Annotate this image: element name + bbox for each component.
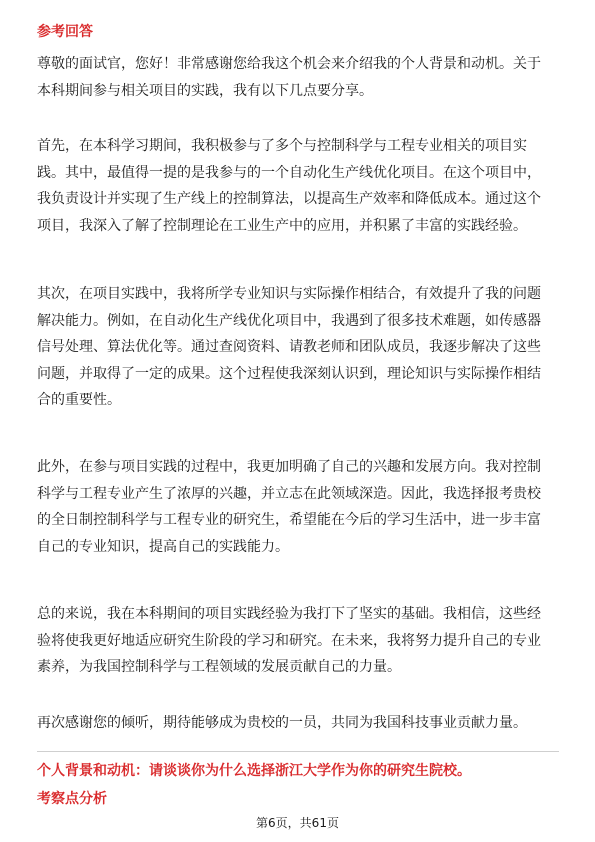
paragraph-summary <box>37 601 561 681</box>
paragraph-line: 我负责设计并实现了生产线上的控制算法，以提高生产效率和降低成本。通过这个 <box>37 191 541 207</box>
paragraph-line: 践。其中，最值得一提的是我参与的一个自动化生产线优化项目。在这个项目中， <box>37 164 541 181</box>
analysis-heading: 考察点分析 <box>37 791 107 807</box>
paragraph-closing <box>37 710 561 737</box>
paragraph-line: 尊敬的面试官，您好！非常感谢您给我这个机会来介绍我的个人背景和动机。关于 <box>37 56 541 72</box>
paragraph-line: 的全日制控制科学与工程专业的研究生，希望能在今后的学习生活中，进一步丰富 <box>37 512 541 528</box>
paragraph-second <box>37 281 561 414</box>
paragraph-line: 本科期间参与相关项目的实践，我有以下几点要分享。 <box>37 82 373 99</box>
paragraph-first <box>37 133 561 239</box>
paragraph-line: 项目，我深入了解了控制理论在工业生产中的应用，并积累了丰富的实践经验。 <box>37 217 527 234</box>
paragraph-line: 合的重要性。 <box>37 392 121 408</box>
paragraph-line: 验将使我更好地适应研究生阶段的学习和研究。在未来，我将努力提升自己的专业 <box>37 632 541 649</box>
paragraph-line: 素养，为我国控制科学与工程领域的发展贡献自己的力量。 <box>37 659 401 675</box>
page-number: 第6页，共61页 <box>256 816 339 830</box>
paragraph-third <box>37 454 561 560</box>
paragraph-line: 科学与工程专业产生了浓厚的兴趣，并立志在此领域深造。因此，我选择报考贵校 <box>37 485 541 502</box>
paragraph-line: 信号处理、算法优化等。通过查阅资料、请教老师和团队成员，我逐步解决了这些 <box>37 339 541 355</box>
paragraph-line: 解决能力。例如，在自动化生产线优化项目中，我遇到了很多技术难题，如传感器 <box>37 312 541 329</box>
paragraph-line: 其次，在项目实践中，我将所学专业知识与实际操作相结合，有效提升了我的问题 <box>37 286 541 302</box>
paragraph-line: 首先，在本科学习期间，我积极参与了多个与控制科学与工程专业相关的项目实 <box>37 138 527 154</box>
answer-heading: 参考回答 <box>37 24 93 40</box>
question-heading: 个人背景和动机：请谈谈你为什么选择浙江大学作为你的研究生院校。 <box>37 763 471 779</box>
paragraph-line: 总的来说，我在本科期间的项目实践经验为我打下了坚实的基础。我相信，这些经 <box>37 606 541 622</box>
paragraph-line: 此外，在参与项目实践的过程中，我更加明确了自己的兴趣和发展方向。我对控制 <box>37 459 541 475</box>
paragraph-line: 再次感谢您的倾听，期待能够成为贵校的一员，共同为我国科技事业贡献力量。 <box>37 715 527 731</box>
paragraph-line: 问题，并取得了一定的成果。这个过程使我深刻认识到，理论知识与实际操作相结 <box>37 365 541 382</box>
paragraph-intro <box>37 51 561 104</box>
paragraph-line: 自己的专业知识，提高自己的实践能力。 <box>37 538 289 555</box>
section-divider <box>37 751 559 752</box>
